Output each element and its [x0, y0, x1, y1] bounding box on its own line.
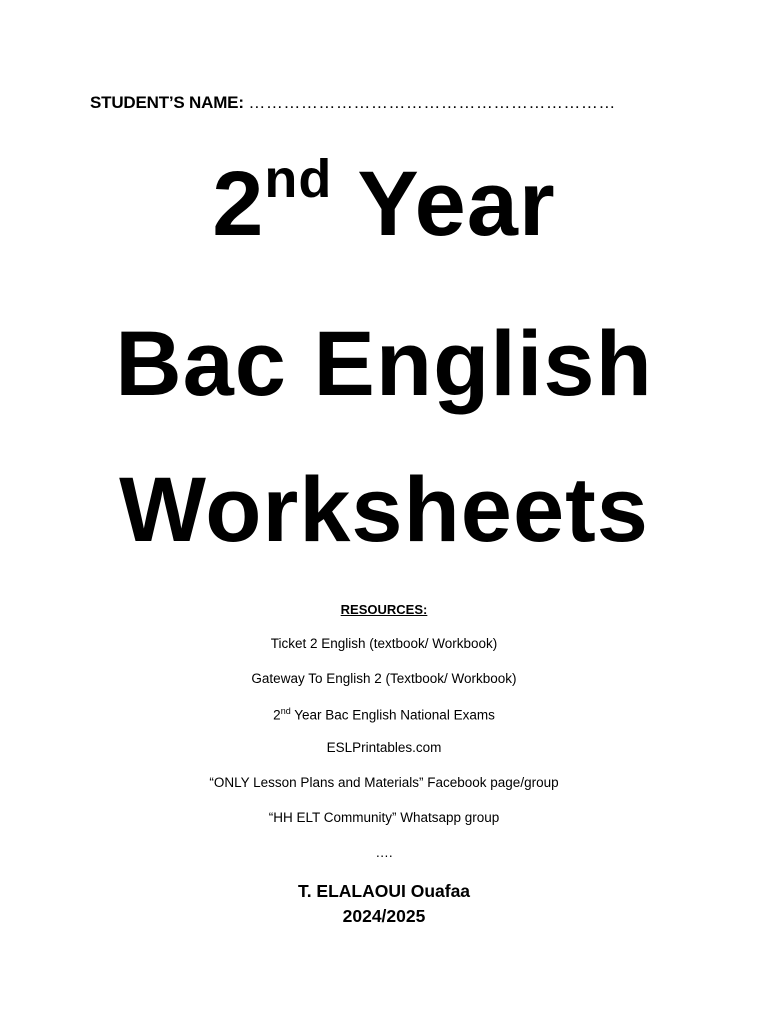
resource-item-ellipsis: …. — [375, 845, 393, 860]
resource-item: “ONLY Lesson Plans and Materials” Facebook page/group — [209, 775, 559, 790]
student-name-blank: ……………………………………………………… — [248, 93, 616, 112]
title-line-year — [0, 149, 768, 255]
title-year-word: Year — [357, 153, 556, 255]
student-name-label: STUDENT’S NAME: — [90, 93, 244, 112]
resource-item-number: 2 — [273, 707, 281, 723]
resource-item-suffix: nd — [280, 706, 291, 716]
resource-item: ESLPrintables.com — [326, 740, 442, 755]
resources-heading: RESOURCES: — [340, 602, 428, 617]
school-year: 2024/2025 — [342, 906, 426, 926]
author-name: T. ELALAOUI Ouafaa — [297, 881, 471, 901]
title-line-worksheets: Worksheets — [119, 459, 649, 561]
resource-item: Ticket 2 English (textbook/ Workbook) — [270, 636, 498, 651]
student-name-line — [90, 93, 616, 113]
title-year-suffix: nd — [264, 149, 333, 209]
resource-item — [0, 706, 768, 723]
resource-item-text: Year Bac English National Exams — [294, 707, 495, 723]
title-line-bac-english: Bac English — [115, 313, 653, 415]
resource-item: Gateway To English 2 (Textbook/ Workbook) — [251, 671, 517, 686]
resource-item: “HH ELT Community” Whatsapp group — [268, 810, 500, 825]
title-year-number: 2 — [212, 153, 265, 255]
